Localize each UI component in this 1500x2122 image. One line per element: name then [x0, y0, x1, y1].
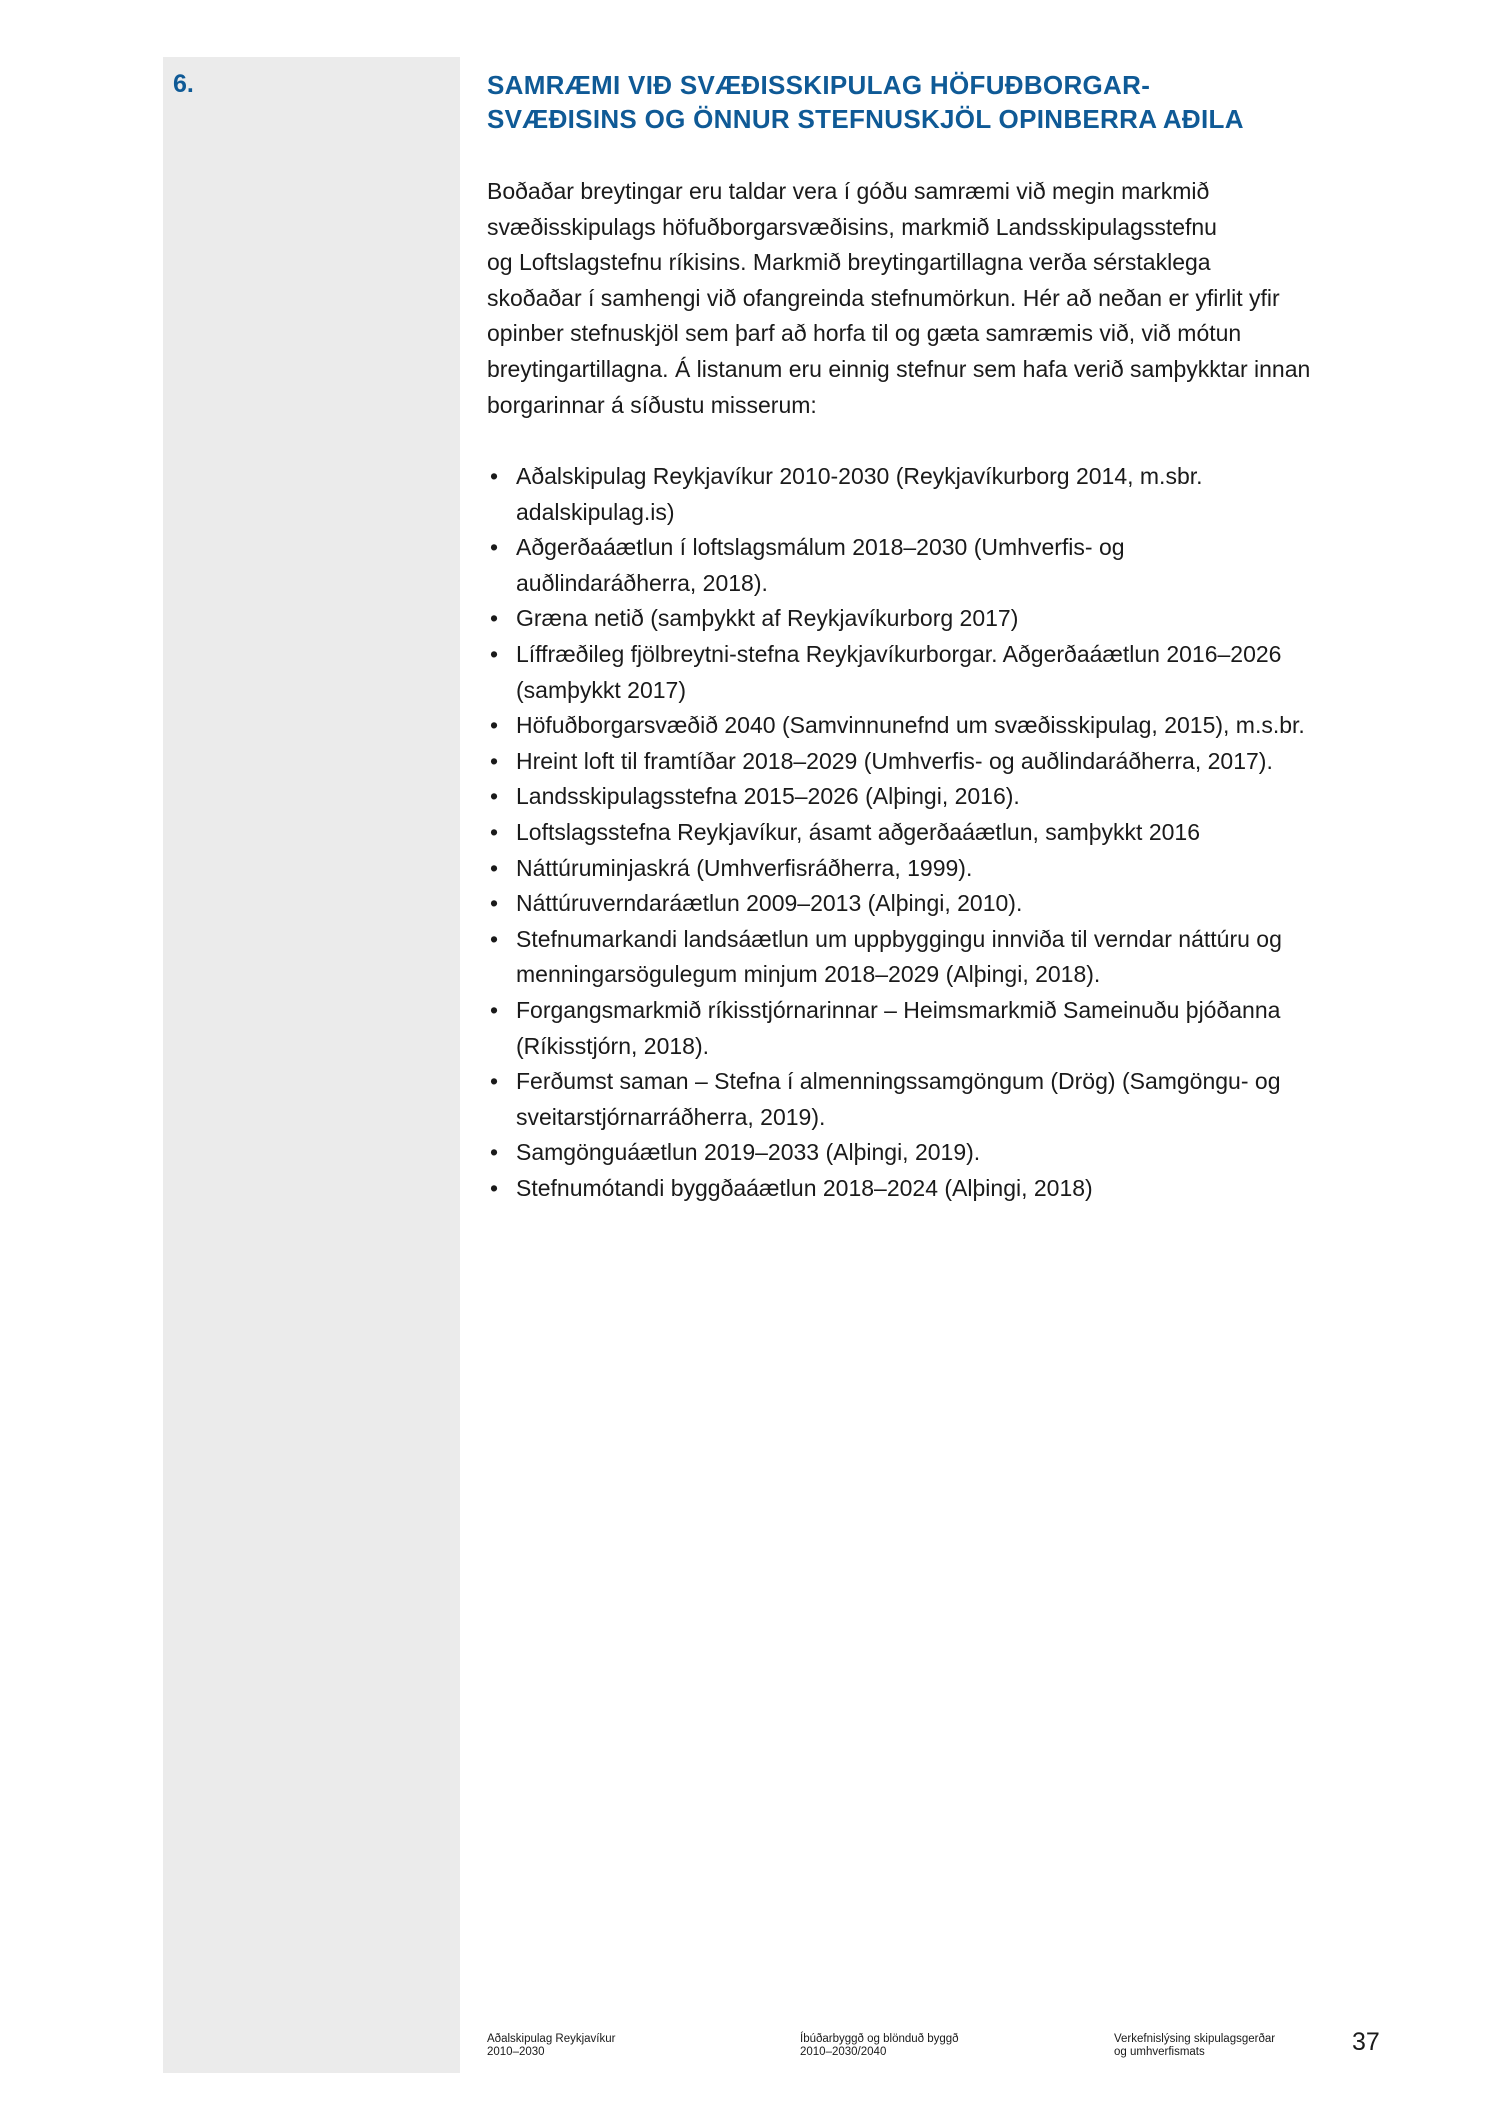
- list-item: [487, 779, 1427, 815]
- list-item: [487, 815, 1427, 851]
- footer-line: Verkefnislýsing skipulagsgerðar: [1114, 2033, 1276, 2045]
- list-item-text: Líffræðileg fjölbreytni-stefna Reykjavíkurborgar. Aðgerðaáætlun 2016–2026: [516, 640, 1282, 667]
- footer-line: Íbúðarbyggð og blönduð byggð: [800, 2033, 959, 2045]
- bullet-icon: •: [490, 712, 499, 739]
- intro-line: skoðaðar í samhengi við ofangreinda stefnumörkun. Hér að neðan er yfirlit yfir: [487, 284, 1280, 311]
- list-item-text: menningarsögulegum minjum 2018–2029 (Alþingi, 2018).: [516, 961, 1101, 988]
- bullet-icon: •: [490, 747, 499, 774]
- list-item: [487, 601, 1427, 637]
- bullet-icon: •: [490, 925, 499, 952]
- footer-line: 2010–2030: [487, 2046, 545, 2058]
- bullet-icon: •: [490, 818, 499, 845]
- intro-line: og Loftslagstefnu ríkisins. Markmið breytingartillagna verða sérstaklega: [487, 249, 1211, 276]
- footer-line: 2010–2030/2040: [800, 2046, 887, 2058]
- list-item-text: Höfuðborgarsvæðið 2040 (Samvinnunefnd um svæðisskipulag, 2015), m.s.br.: [516, 712, 1305, 739]
- section-title: [487, 68, 1387, 136]
- bullet-icon: •: [490, 783, 499, 810]
- footer-line: Aðalskipulag Reykjavíkur: [487, 2033, 616, 2045]
- bullet-icon: •: [490, 640, 499, 667]
- intro-line: Boðaðar breytingar eru taldar vera í góðu samræmi við megin markmið: [487, 178, 1210, 204]
- intro-paragraph: [487, 174, 1417, 423]
- list-item-text: Náttúruverndaráætlun 2009–2013 (Alþingi, 2010).: [516, 890, 1023, 917]
- list-item-text: (samþykkt 2017): [516, 676, 687, 703]
- list-item-text: Hreint loft til framtíðar 2018–2029 (Umhverfis- og auðlindaráðherra, 2017).: [516, 747, 1273, 774]
- list-item: [487, 1171, 1427, 1207]
- list-item-text: (Ríkisstjórn, 2018).: [516, 1032, 710, 1059]
- intro-line: svæðisskipulags höfuðborgarsvæðisins, markmið Landsskipulagsstefnu: [487, 213, 1217, 240]
- list-item: [487, 922, 1427, 993]
- list-item: [487, 744, 1427, 780]
- list-item-text: Loftslagsstefna Reykjavíkur, ásamt aðgerðaáætlun, samþykkt 2016: [516, 818, 1200, 845]
- section-number: 6.: [173, 70, 194, 98]
- list-item-text: Náttúruminjaskrá (Umhverfisráðherra, 1999).: [516, 854, 973, 881]
- bullet-icon: •: [490, 1174, 499, 1201]
- bullet-icon: •: [490, 890, 499, 917]
- list-item-text: Græna netið (samþykkt af Reykjavíkurborg 2017): [516, 605, 1019, 632]
- section-title-line: SVÆÐISINS OG ÖNNUR STEFNUSKJÖL OPINBERRA AÐILA: [487, 104, 1244, 134]
- policy-list: [487, 459, 1427, 1206]
- list-item-text: Stefnumarkandi landsáætlun um uppbyggingu innviða til verndar náttúru og: [516, 925, 1282, 952]
- footer-document-type: [1114, 2033, 1275, 2059]
- footer-project-title: [800, 2033, 959, 2059]
- bullet-icon: •: [490, 605, 499, 632]
- list-item-text: Samgönguáætlun 2019–2033 (Alþingi, 2019).: [516, 1139, 981, 1166]
- bullet-icon: •: [490, 534, 499, 561]
- list-item-text: Stefnumótandi byggðaáætlun 2018–2024 (Alþingi, 2018): [516, 1174, 1093, 1201]
- list-item-text: Landsskipulagsstefna 2015–2026 (Alþingi, 2016).: [516, 783, 1020, 810]
- list-item: [487, 886, 1427, 922]
- intro-line: borgarinnar á síðustu misserum:: [487, 391, 817, 418]
- bullet-icon: •: [490, 996, 499, 1023]
- side-panel: [163, 57, 460, 2073]
- bullet-icon: •: [490, 463, 499, 489]
- intro-line: breytingartillagna. Á listanum eru einnig stefnur sem hafa verið samþykktar innan: [487, 355, 1311, 382]
- list-item: [487, 993, 1427, 1064]
- section-title-line: SAMRÆMI VIÐ SVÆÐISSKIPULAG HÖFUÐBORGAR-: [487, 70, 1151, 100]
- bullet-icon: •: [490, 1068, 499, 1095]
- list-item-text: Aðgerðaáætlun í loftslagsmálum 2018–2030 (Umhverfis- og: [516, 534, 1125, 561]
- footer-line: og umhverfismats: [1114, 2046, 1205, 2058]
- bullet-icon: •: [490, 1139, 499, 1166]
- page-number: 37: [1352, 2028, 1380, 2056]
- list-item: [487, 459, 1427, 530]
- list-item: [487, 1064, 1427, 1135]
- list-item-text: auðlindaráðherra, 2018).: [516, 569, 768, 596]
- list-item-text: Aðalskipulag Reykjavíkur 2010-2030 (Reykjavíkurborg 2014, m.sbr.: [516, 463, 1203, 489]
- list-item-text: adalskipulag.is): [516, 498, 675, 525]
- list-item: [487, 1135, 1427, 1171]
- footer-document-title: [487, 2033, 615, 2059]
- list-item: [487, 708, 1427, 744]
- bullet-icon: •: [490, 854, 499, 881]
- list-item: [487, 851, 1427, 887]
- intro-line: opinber stefnuskjöl sem þarf að horfa til og gæta samræmis við, við mótun: [487, 320, 1242, 347]
- list-item: [487, 530, 1427, 601]
- list-item-text: Forgangsmarkmið ríkisstjórnarinnar – Heimsmarkmið Sameinuðu þjóðanna: [516, 996, 1281, 1023]
- list-item: [487, 637, 1427, 708]
- list-item-text: sveitarstjórnarráðherra, 2019).: [516, 1103, 826, 1130]
- list-item-text: Ferðumst saman – Stefna í almenningssamgöngum (Drög) (Samgöngu- og: [516, 1068, 1281, 1095]
